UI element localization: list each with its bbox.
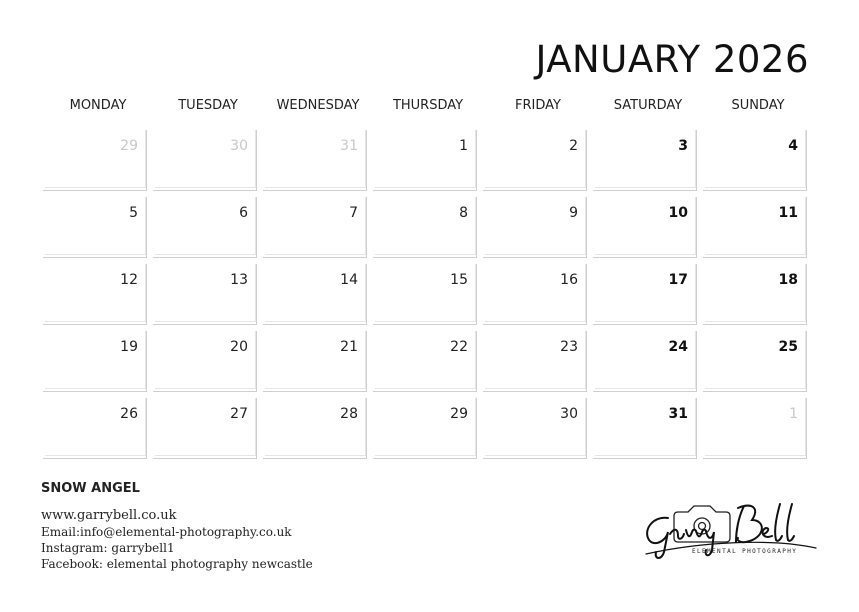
photo-title: SNOW ANGEL (41, 481, 140, 496)
day-number: 2 (569, 138, 578, 154)
day-number: 9 (569, 205, 578, 221)
day-cell (703, 197, 807, 258)
day-cell (483, 197, 587, 258)
day-number: 29 (120, 138, 138, 154)
day-cell (483, 331, 587, 392)
photo-info (41, 481, 313, 572)
instagram-text: Instagram: garrybell1 (41, 541, 175, 555)
day-number: 24 (668, 339, 688, 355)
day-number: 25 (778, 339, 798, 355)
day-number: 26 (120, 406, 138, 422)
day-number: 31 (668, 406, 688, 422)
day-cell (153, 197, 257, 258)
day-number: 8 (459, 205, 468, 221)
day-number: 1 (459, 138, 468, 154)
day-cell (373, 130, 477, 191)
day-number: 15 (450, 272, 468, 288)
day-number: 29 (450, 406, 468, 422)
day-cell (43, 398, 147, 459)
weekday-monday: MONDAY (69, 98, 127, 113)
day-cell (483, 130, 587, 191)
day-cell (263, 398, 367, 459)
website-link[interactable]: www.garrybell.co.uk (41, 508, 177, 523)
logo-tagline: ELEMENTAL PHOTOGRAPHY (692, 548, 798, 555)
facebook-text: Facebook: elemental photography newcastle (41, 557, 313, 571)
day-cell (153, 130, 257, 191)
day-number: 5 (129, 205, 138, 221)
day-number: 27 (230, 406, 248, 422)
day-cell (703, 398, 807, 459)
day-number: 16 (560, 272, 578, 288)
month-title: JANUARY 2026 (535, 38, 809, 81)
weekday-thursday: THURSDAY (392, 98, 464, 113)
day-cell (153, 264, 257, 325)
day-cell (373, 398, 477, 459)
day-number: 28 (340, 406, 358, 422)
email-text[interactable]: Email:info@elemental-photography.co.uk (41, 525, 292, 539)
day-number: 30 (560, 406, 578, 422)
day-cell (153, 398, 257, 459)
day-cell (483, 398, 587, 459)
day-cell (263, 197, 367, 258)
day-cell (703, 264, 807, 325)
day-number: 1 (789, 406, 798, 422)
day-number: 17 (668, 272, 688, 288)
day-cell (43, 264, 147, 325)
day-cell (593, 264, 697, 325)
day-cell (373, 264, 477, 325)
day-cell (593, 197, 697, 258)
day-number: 21 (340, 339, 358, 355)
day-number: 10 (668, 205, 688, 221)
weekday-wednesday: WEDNESDAY (276, 98, 360, 113)
day-number: 22 (450, 339, 468, 355)
day-number: 7 (349, 205, 358, 221)
day-number: 14 (340, 272, 358, 288)
day-cell (153, 331, 257, 392)
day-number: 3 (678, 138, 688, 154)
day-cell (593, 331, 697, 392)
calendar-grid (43, 130, 813, 464)
weekday-sunday: SUNDAY (731, 98, 785, 113)
day-number: 18 (778, 272, 798, 288)
day-cell (703, 331, 807, 392)
weekday-header-row (43, 98, 813, 118)
day-number: 13 (230, 272, 248, 288)
day-number: 4 (788, 138, 798, 154)
day-number: 6 (239, 205, 248, 221)
day-cell (703, 130, 807, 191)
day-cell (263, 331, 367, 392)
day-cell (263, 130, 367, 191)
day-cell (43, 130, 147, 191)
day-number: 31 (340, 138, 358, 154)
day-number: 30 (230, 138, 248, 154)
day-cell (373, 197, 477, 258)
day-number: 11 (778, 205, 798, 221)
weekday-saturday: SATURDAY (613, 98, 683, 113)
day-cell (43, 197, 147, 258)
day-cell (483, 264, 587, 325)
day-number: 12 (120, 272, 138, 288)
day-number: 20 (230, 339, 248, 355)
weekday-tuesday: TUESDAY (178, 98, 238, 113)
garry-bell-logo (640, 498, 820, 564)
day-cell (43, 331, 147, 392)
day-cell (373, 331, 477, 392)
day-number: 19 (120, 339, 138, 355)
day-cell (593, 398, 697, 459)
day-number: 23 (560, 339, 578, 355)
day-cell (263, 264, 367, 325)
weekday-friday: FRIDAY (515, 98, 561, 113)
day-cell (593, 130, 697, 191)
